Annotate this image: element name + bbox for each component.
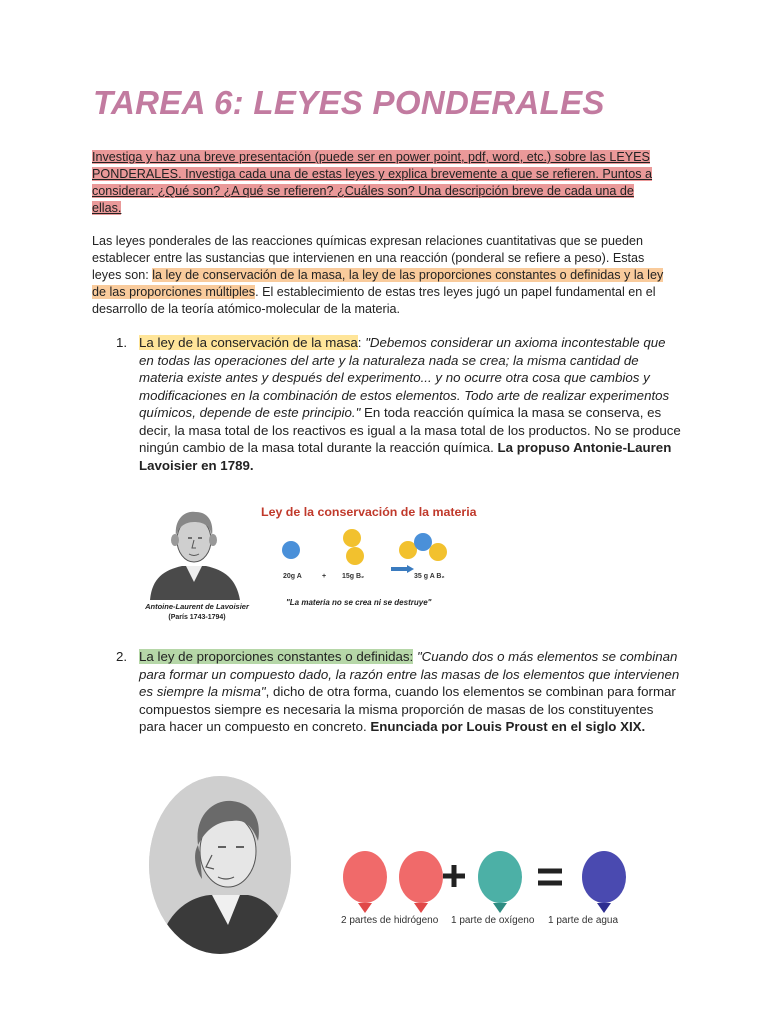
law-1-text: En toda reacción química la masa se conserva, es decir, la masa total de los reactivos es igual a la masa total de los productos. No se produce ningún cambio de la masa total durante la reacción química. [139, 405, 681, 455]
label-hydrogen: 2 partes de hidrógeno [341, 915, 439, 926]
figure-quote: "La materia no se crea ni se destruye" [286, 598, 432, 607]
intro-part2: . El establecimiento de estas tres leyes jugó un papel fundamental en el desarrollo de la teoría atómico-molecular de la materia. [92, 285, 656, 316]
law-2-name: La ley de proporciones constantes o definidas: [139, 649, 414, 664]
portrait-caption-name: Antoine-Laurent de Lavoisier [145, 602, 249, 611]
figure-title: Ley de la conservación de la materia [261, 505, 477, 519]
lavoisier-portrait [142, 496, 246, 600]
water-balloon [582, 851, 626, 903]
law-2-body [139, 648, 681, 736]
label-a: 20g A [283, 573, 302, 580]
label-plus: + [322, 573, 327, 580]
list-item-law-2 [116, 648, 681, 736]
hydrogen-balloon-1 [343, 851, 387, 903]
label-c: 35 g A B₂ [414, 573, 445, 580]
proportions-figure [148, 775, 628, 960]
list-item-law-1 [116, 334, 681, 474]
product-a [414, 533, 432, 551]
hydrogen-balloon-2 [399, 851, 443, 903]
task-instructions [92, 149, 657, 217]
law-2-author: Enunciada por Louis Proust en el siglo XIX. [370, 719, 646, 734]
law-2-text: , dicho de otra forma, cuando los elementos se combinan para formar compuestos siempre es necesaria la misma proporción de masas de los constituyentes para hacer un compuesto en concreto. [139, 684, 676, 734]
conservation-figure [138, 490, 483, 630]
list-number: 2. [116, 649, 128, 664]
page-title: TAREA 6: LEYES PONDERALES [93, 84, 605, 121]
atom-b-bottom [346, 547, 364, 565]
atom-a [282, 541, 300, 559]
law-1-quote: "Debemos considerar un axioma incontestable que en todas las operaciones del arte y la naturaleza nada se crea; la misma cantidad de materia existe antes y después del experimento... y no ocurre otra cosa que cambios y modificaciones en la combinación de estos elementos. Todo arte de realizar experimentos químicos, depende de este principio." [139, 335, 670, 420]
intro-paragraph [92, 233, 674, 318]
product-b-right [429, 543, 447, 561]
equals-icon [538, 871, 562, 883]
label-water: 1 parte de agua [548, 915, 619, 926]
intro-part1: Las leyes ponderales de las reacciones químicas expresan relaciones cuantitativas que se pueden establecer entre las sustancias que intervienen en una reacción (ponderal se refiere a peso). Estas leyes son: [92, 234, 645, 282]
intro-highlight: la ley de conservación de la masa, la ley de las proporciones constantes o definidas y la ley de las proporciones múltiples [92, 268, 664, 299]
atom-b-top [343, 529, 361, 547]
law-1-name: La ley de la conservación de la masa [139, 335, 358, 350]
list-number: 1. [116, 335, 128, 350]
portrait-caption-dates: (París 1743-1794) [168, 614, 226, 621]
plus-icon [443, 865, 465, 887]
label-b: 15g B₂ [342, 573, 365, 580]
law-1-author: La propuso Antonie-Lauren Lavoisier en 1789. [139, 440, 672, 473]
law-2-quote: "Cuando dos o más elementos se combinan para formar un compuesto dado, la razón entre las masas de los elementos que intervienen es siempre la misma" [139, 649, 680, 699]
oxygen-balloon [478, 851, 522, 903]
law-1-sep: : [357, 335, 366, 350]
proust-portrait [148, 775, 293, 955]
law-1-body [139, 334, 681, 474]
task-text: Investiga y haz una breve presentación (puede ser en power point, pdf, word, etc.) sobre las LEYES PONDERALES. Investiga cada una de estas leyes y explica brevemente a que se refieren. Puntos a considerar: ¿Qué son? ¿A qué se refieren? ¿Cuáles son? Una descripción breve de cada una de ellas. [92, 150, 653, 215]
label-oxygen: 1 parte de oxígeno [451, 915, 535, 926]
